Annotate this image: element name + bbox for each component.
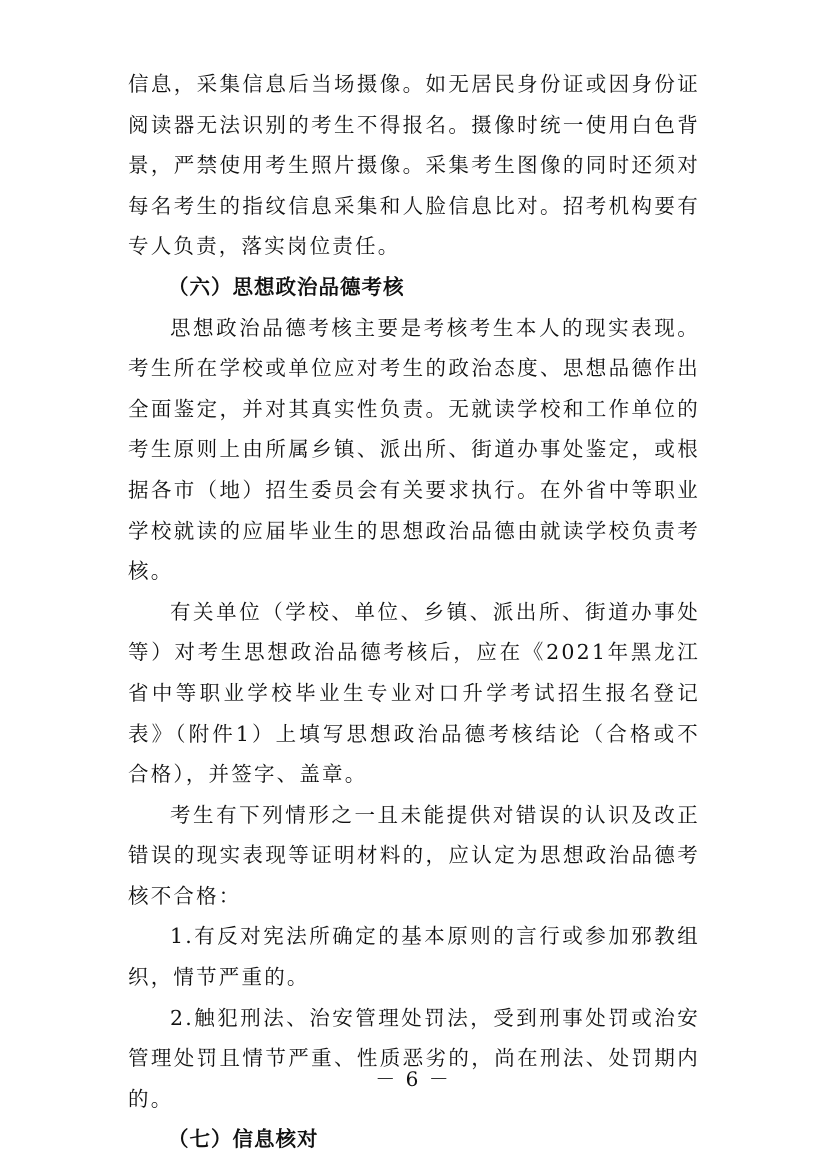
list-item-1: 1.有反对宪法所确定的基本原则的言行或参加邪教组织，情节严重的。: [128, 924, 700, 990]
document-body: [128, 64, 700, 1160]
list-item-2: 2.触犯刑法、治安管理处罚法，受到刑事处罚或治安管理处罚且情节严重、性质恶劣的，尚在刑法、处罚期内的。: [128, 1005, 700, 1111]
paragraph-failing-conditions: 考生有下列情形之一且未能提供对错误的认识及改正错误的现实表现等证明材料的，应认定为思想政治品德考核不合格：: [128, 802, 700, 908]
section-heading-six: （六）思想政治品德考核: [168, 274, 405, 299]
paragraph-continued: 信息，采集信息后当场摄像。如无居民身份证或因身份证阅读器无法识别的考生不得报名。摄像时统一使用白色背景，严禁使用考生照片摄像。采集考生图像的同时还须对每名考生的指纹信息采集和人脸信息比对。招考机构要有专人负责，落实岗位责任。: [128, 72, 700, 259]
section-heading-seven: （七）信息核对: [168, 1127, 319, 1152]
paragraph-units-procedure: 有关单位（学校、单位、乡镇、派出所、街道办事处等）对考生思想政治品德考核后，应在《2021年黑龙江省中等职业学校毕业生专业对口升学考试招生报名登记表》（附件1）上填写思想政治品德考核结论（合格或不合格），并签字、盖章。: [128, 599, 700, 787]
paragraph-assessment-overview: 思想政治品德考核主要是考核考生本人的现实表现。考生所在学校或单位应对考生的政治态度、思想品德作出全面鉴定，并对其真实性负责。无就读学校和工作单位的考生原则上由所属乡镇、派出所、街道办事处鉴定，或根据各市（地）招生委员会有关要求执行。在外省中等职业学校就读的应届毕业生的思想政治品德由就读学校负责考核。: [128, 315, 700, 584]
page-number: － 6 －: [375, 1067, 451, 1091]
